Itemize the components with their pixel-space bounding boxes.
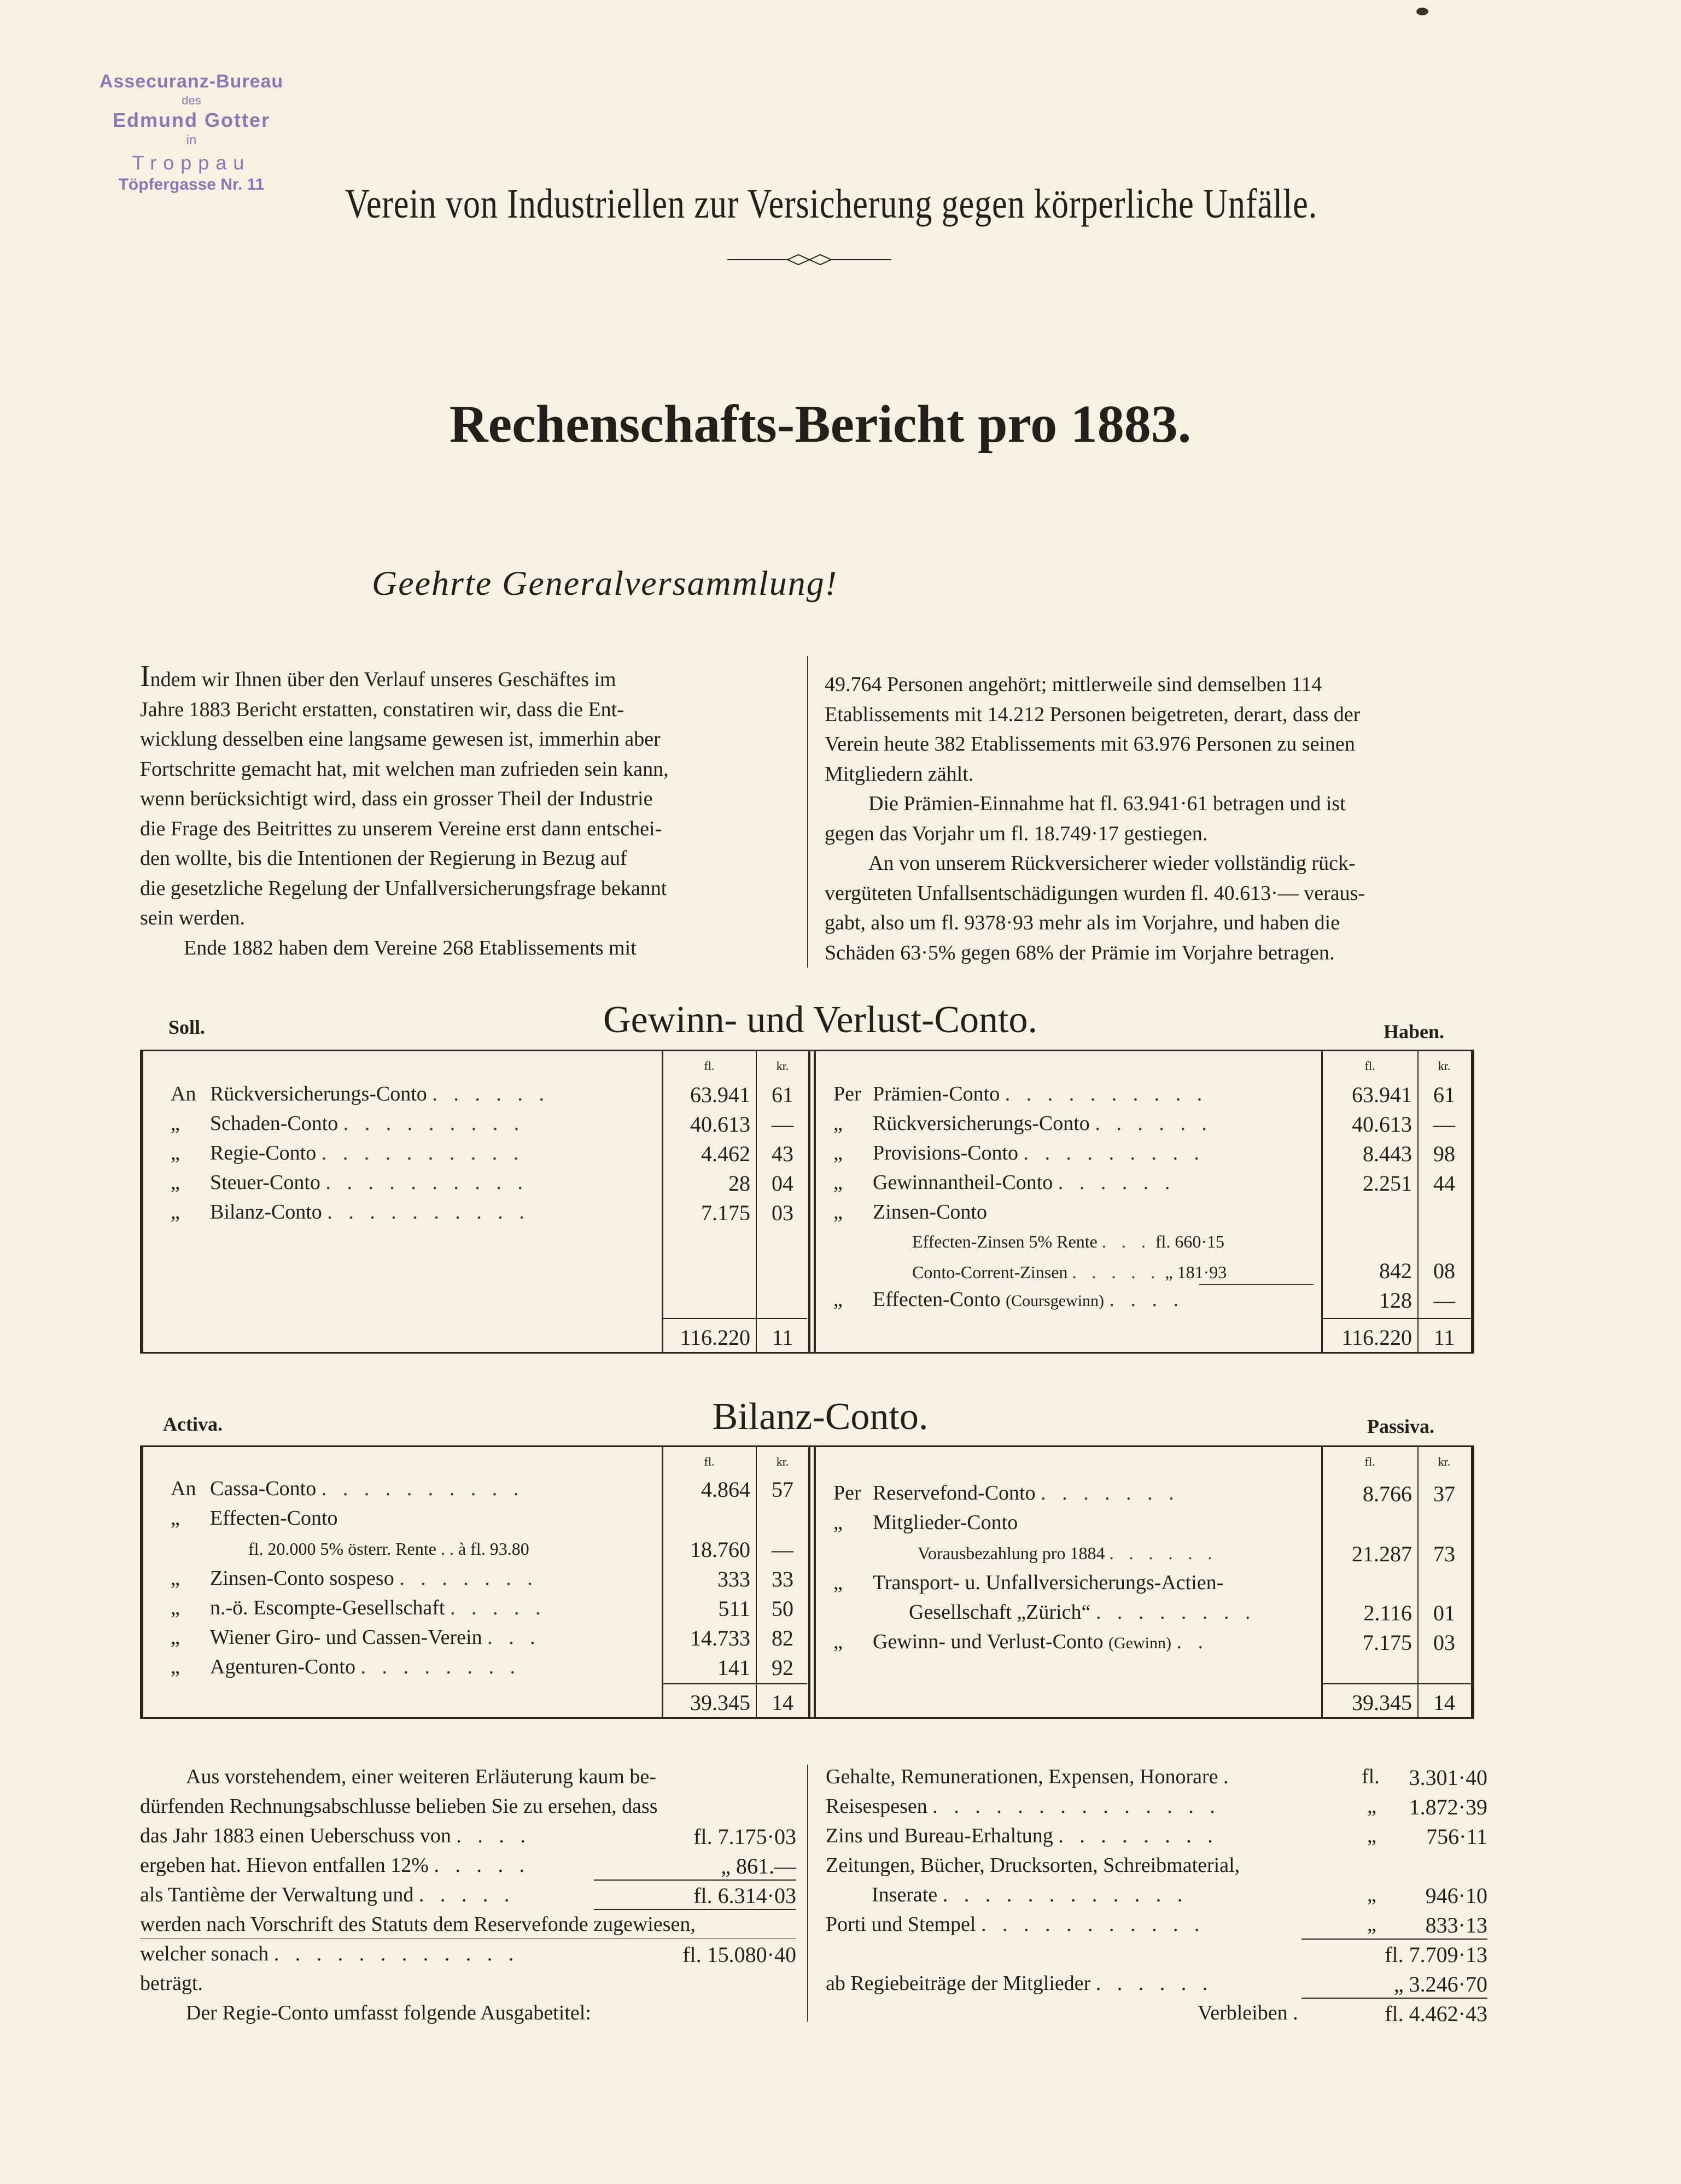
ledger-row: „ Transport- u. Unfallversicherungs-Actien- <box>833 1571 1224 1594</box>
bilanz-title: Bilanz-Conto. <box>712 1396 929 1438</box>
amount-fl: 63.941 <box>690 1082 750 1107</box>
amount-fl: 511 <box>718 1596 750 1621</box>
amount-fl: 128 <box>1379 1288 1412 1313</box>
gv-title: Gewinn- und Verlust-Conto. <box>603 999 1037 1041</box>
stamp-line: Assecuranz-Bureau <box>99 71 284 92</box>
bilanz-table <box>140 1445 1474 1719</box>
ledger-row: „ Mitglieder-Conto <box>833 1511 1018 1534</box>
remain-label: Verbleiben . <box>1198 2001 1304 2024</box>
text-line: beträgt. <box>140 1972 203 1995</box>
expense-currency: „ <box>1367 1795 1376 1818</box>
expense-row: Reisespesen . . . . . . . . . . . . . . <box>826 1795 1221 1818</box>
text-line: ergeben hat. Hievon entfallen 12% . . . . . <box>140 1854 530 1877</box>
ledger-row: „ Wiener Giro- und Cassen-Verein . . . <box>171 1626 541 1649</box>
expense-currency: „ <box>1367 1824 1376 1847</box>
expense-row: Gehalte, Remunerationen, Expensen, Honorare . <box>826 1765 1234 1788</box>
amount-fl: 8.766 <box>1363 1482 1412 1506</box>
ornament-divider <box>727 251 891 268</box>
ledger-row: „ Schaden-Conto . . . . . . . . . <box>171 1112 525 1135</box>
unit-kr: kr. <box>1438 1455 1451 1468</box>
total-fl: 116.220 <box>1341 1325 1412 1350</box>
amount-kr: 82 <box>772 1626 793 1650</box>
amount-kr: 37 <box>1433 1482 1455 1506</box>
expense-amount: 756·11 <box>1426 1824 1487 1849</box>
report-title: Rechenschafts-Bericht pro 1883. <box>449 395 1192 454</box>
column-divider <box>807 1765 808 2022</box>
stamp-line: Töpfergasse Nr. 11 <box>118 175 265 194</box>
amount-fl: 333 <box>717 1567 750 1591</box>
ledger-row: „ Regie-Conto . . . . . . . . . . <box>171 1141 524 1164</box>
company-stamp <box>66 71 317 194</box>
intro-right-column <box>825 670 1481 968</box>
amount-kr: 01 <box>1433 1601 1455 1625</box>
text-line: vergüteten Unfallsentschädigungen wurden fl. 40.613·— veraus- <box>825 881 1365 905</box>
ink-speck <box>1416 8 1428 15</box>
expense-currency: „ <box>1367 1913 1376 1936</box>
stamp-line: Edmund Gotter <box>113 109 270 131</box>
amount-kr: — <box>772 1112 793 1137</box>
amount-fl: 40.613 <box>690 1112 750 1137</box>
stamp-line: in <box>186 133 197 148</box>
text-line: wicklung desselben eine langsame gewesen ist, immerhin aber <box>140 728 661 751</box>
text-line: als Tantième der Verwaltung und . . . . . <box>140 1883 515 1906</box>
amount-fl: 2.116 <box>1363 1601 1412 1625</box>
expense-row: Porti und Stempel . . . . . . . . . . . <box>826 1913 1205 1936</box>
amount-fl: 4.864 <box>701 1477 750 1502</box>
amount-fl: 2.251 <box>1363 1171 1412 1196</box>
expense-row: Zeitungen, Bücher, Drucksorten, Schreibmaterial, <box>826 1854 1240 1877</box>
unit-fl: fl. <box>1364 1455 1375 1468</box>
expense-amount: 833·13 <box>1425 1913 1487 1937</box>
unit-fl: fl. <box>704 1059 715 1073</box>
amount-fl: 14.733 <box>690 1626 750 1650</box>
ledger-row-cont: Gesellschaft „Zürich“ . . . . . . . . <box>909 1601 1256 1624</box>
amount-kr: — <box>772 1537 793 1562</box>
summary-amount: fl. 6.314·03 <box>693 1883 796 1908</box>
ledger-row: Per Prämien-Conto . . . . . . . . . . <box>833 1082 1208 1105</box>
amount-fl: 18.760 <box>690 1537 750 1562</box>
ledger-row: „ Effecten-Conto <box>171 1507 338 1530</box>
amount-kr: — <box>1433 1112 1455 1137</box>
amount-fl: 28 <box>728 1171 750 1196</box>
text-line: sein werden. <box>140 906 246 929</box>
text-line: das Jahr 1883 einen Ueberschuss von . . . . <box>140 1824 531 1847</box>
amount-fl: 7.175 <box>701 1201 750 1225</box>
text-line: den wollte, bis die Intentionen der Regierung in Bezug auf <box>140 847 627 870</box>
ledger-row: „ Steuer-Conto . . . . . . . . . . <box>171 1171 528 1194</box>
amount-fl: 7.175 <box>1363 1630 1412 1655</box>
text-line: Ende 1882 haben dem Vereine 268 Etablissements mit <box>184 936 637 959</box>
text-line: welcher sonach . . . . . . . . . . . . <box>140 1942 520 1965</box>
expense-subtotal: fl. 7.709·13 <box>1385 1942 1487 1967</box>
unit-fl: fl. <box>1364 1059 1375 1073</box>
drop-cap: I <box>140 659 150 693</box>
amount-fl: 4.462 <box>701 1141 750 1166</box>
text-line: gabt, also um fl. 9378·93 mehr als im Vorjahre, und haben die <box>825 911 1340 934</box>
summary-amount: fl. 7.175·03 <box>693 1824 796 1849</box>
amount-fl: 21.287 <box>1352 1542 1412 1566</box>
unit-kr: kr. <box>776 1455 789 1468</box>
ledger-row: „ Rückversicherungs-Conto . . . . . . <box>833 1112 1212 1135</box>
amount-kr: 08 <box>1433 1258 1455 1283</box>
text-line: Schäden 63·5% gegen 68% der Prämie im Vorjahre betragen. <box>825 941 1335 964</box>
text-line: Mitgliedern zählt. <box>825 762 974 786</box>
ledger-row: „ Gewinnantheil-Conto . . . . . . <box>833 1171 1176 1194</box>
text-line: 49.764 Personen angehört; mittlerweile sind demselben 114 <box>825 673 1322 696</box>
text-line: die Frage des Beitrittes zu unserem Vereine erst dann entschei- <box>140 817 662 840</box>
amount-kr: 03 <box>1433 1630 1455 1655</box>
detail-row: Vorausbezahlung pro 1884 . . . . . . <box>918 1543 1218 1563</box>
ledger-row: „ Zinsen-Conto <box>833 1201 987 1223</box>
unit-fl: fl. <box>704 1455 715 1468</box>
ledger-row: „ Bilanz-Conto . . . . . . . . . . <box>171 1201 530 1223</box>
salutation: Geehrte Generalversammlung! <box>372 564 838 602</box>
deduction-amount: „ 3.246·70 <box>1393 1972 1487 1996</box>
text-line: Die Prämien-Einnahme hat fl. 63.941·61 betragen und ist <box>868 792 1346 815</box>
amount-kr: — <box>1433 1288 1455 1313</box>
total-kr: 11 <box>1433 1325 1455 1350</box>
summary-amount: „ 861.— <box>721 1854 796 1878</box>
ledger-row: „ Provisions-Conto . . . . . . . . . <box>833 1141 1205 1164</box>
total-kr: 11 <box>772 1325 793 1350</box>
total-kr: 14 <box>772 1690 793 1715</box>
soll-label: Soll. <box>168 1016 206 1038</box>
text-line: die gesetzliche Regelung der Unfallversicherungsfrage bekannt <box>140 876 667 900</box>
text-line: Indem wir Ihnen über den Verlauf unseres Geschäftes im <box>140 659 616 693</box>
amount-kr: 73 <box>1433 1542 1455 1566</box>
amount-fl: 8.443 <box>1363 1141 1412 1166</box>
ledger-row: „ n.-ö. Escompte-Gesellschaft . . . . . <box>171 1596 546 1619</box>
deduction-row: ab Regiebeiträge der Mitglieder . . . . . . <box>826 1972 1213 1995</box>
ledger-row: „ Gewinn- und Verlust-Conto (Gewinn) . . <box>833 1630 1209 1653</box>
text-line: gegen das Vorjahr um fl. 18.749·17 gestiegen. <box>825 822 1208 845</box>
amount-kr: 33 <box>772 1567 793 1591</box>
amount-fl: 40.613 <box>1352 1112 1412 1137</box>
ledger-row: Per Reservefond-Conto . . . . . . . <box>833 1482 1180 1504</box>
expense-amount: 1.872·39 <box>1409 1795 1487 1819</box>
expense-currency: fl. <box>1362 1765 1380 1788</box>
amount-kr: 61 <box>772 1082 793 1107</box>
intro-left-column <box>140 661 796 963</box>
amount-fl: 842 <box>1379 1258 1412 1283</box>
ledger-row: An Cassa-Conto . . . . . . . . . . <box>171 1477 524 1500</box>
ledger-row: „ Agenturen-Conto . . . . . . . . <box>171 1655 521 1678</box>
unit-kr: kr. <box>776 1059 789 1073</box>
expense-amount: 946·10 <box>1425 1883 1487 1908</box>
association-heading: Verein von Industriellen zur Versicherung gegen körperliche Unfälle. <box>345 181 1318 227</box>
amount-kr: 44 <box>1433 1171 1455 1196</box>
text-line: Etablissements mit 14.212 Personen beigetreten, derart, dass der <box>825 702 1361 726</box>
text-line: werden nach Vorschrift des Statuts dem Reservefonde zugewiesen, <box>140 1913 696 1936</box>
amount-fl: 141 <box>717 1655 750 1680</box>
amount-kr: 50 <box>772 1596 793 1621</box>
amount-kr: 57 <box>772 1477 793 1502</box>
text-line: Jahre 1883 Bericht erstatten, constatiren wir, dass die Ent- <box>140 698 624 721</box>
amount-kr: 61 <box>1433 1082 1455 1107</box>
total-kr: 14 <box>1433 1690 1455 1715</box>
amount-kr: 92 <box>772 1655 793 1680</box>
gv-table <box>140 1050 1474 1354</box>
passiva-label: Passiva. <box>1367 1415 1435 1437</box>
amount-kr: 03 <box>772 1201 793 1225</box>
total-fl: 39.345 <box>1352 1690 1412 1715</box>
expense-row: Inserate . . . . . . . . . . . . <box>872 1883 1188 1906</box>
stamp-line: des <box>182 93 201 107</box>
activa-label: Activa. <box>163 1413 223 1435</box>
haben-label: Haben. <box>1384 1021 1445 1043</box>
text-line: Fortschritte gemacht hat, mit welchen man zufrieden sein kann, <box>140 757 669 781</box>
text-line: wenn berücksichtigt wird, dass ein grosser Theil der Industrie <box>140 787 653 810</box>
stamp-line: Troppau <box>132 151 251 174</box>
amount-fl: 63.941 <box>1352 1082 1412 1107</box>
summary-amount: fl. 15.080·40 <box>682 1942 796 1967</box>
expense-amount: 3.301·40 <box>1409 1765 1487 1790</box>
total-fl: 39.345 <box>690 1690 750 1715</box>
remain-amount: fl. 4.462·43 <box>1385 2001 1487 2026</box>
detail-row: Conto-Corrent-Zinsen . . . . . „ 181·93 <box>912 1262 1227 1282</box>
amount-kr: 04 <box>772 1171 793 1196</box>
text-line: Der Regie-Conto umfasst folgende Ausgabetitel: <box>186 2001 591 2024</box>
amount-kr: 43 <box>772 1141 793 1166</box>
text-line: An von unserem Rückversicherer wieder vollständig rück- <box>868 852 1356 875</box>
ledger-row: „ Zinsen-Conto sospeso . . . . . . . <box>171 1567 538 1590</box>
text-line: dürfenden Rechnungsabschlusse belieben Sie zu ersehen, dass <box>140 1795 658 1818</box>
expense-row: Zins und Bureau-Erhaltung . . . . . . . . <box>826 1824 1218 1847</box>
ledger-row: „ Effecten-Conto (Coursgewinn) . . . . <box>833 1288 1184 1311</box>
text-line: Verein heute 382 Etablissements mit 63.976 Personen zu seinen <box>825 733 1355 756</box>
unit-kr: kr. <box>1438 1059 1451 1073</box>
text-line: Aus vorstehendem, einer weiteren Erläuterung kaum be- <box>186 1765 656 1788</box>
column-divider <box>807 656 808 968</box>
total-fl: 116.220 <box>680 1325 750 1350</box>
detail-row: fl. 20.000 5% österr. Rente . . à fl. 93.80 <box>248 1539 529 1559</box>
amount-kr: 98 <box>1433 1141 1455 1166</box>
detail-row: Effecten-Zinsen 5% Rente . . . fl. 660·15 <box>912 1232 1225 1251</box>
expense-currency: „ <box>1367 1883 1376 1906</box>
ledger-row: An Rückversicherungs-Conto . . . . . . <box>171 1082 550 1105</box>
